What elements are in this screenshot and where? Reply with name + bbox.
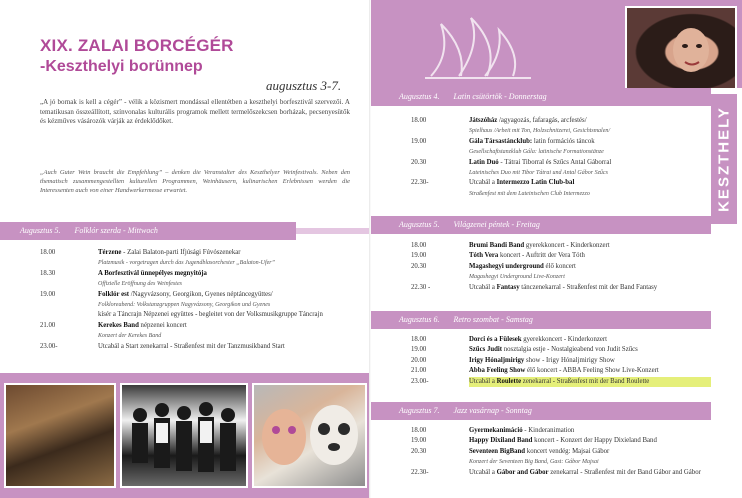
event-translation [411, 189, 711, 199]
event-time: 19.00 [411, 252, 427, 260]
event-time [40, 331, 98, 341]
event-text: Magashegyi Underground Live-Konzert [469, 274, 565, 281]
event-list-saturday [411, 335, 711, 387]
day-header-sunday [371, 402, 711, 420]
event-text: Straßenfest mit dem Lateinischen Club Intermezzo [469, 190, 590, 197]
day-date: Augusztus 6. [399, 315, 440, 324]
event-time: 18.00 [411, 117, 427, 124]
event-row [411, 335, 711, 345]
event-text: A Borfesztivál ünnepélyes megnyitója [98, 269, 207, 277]
event-text: Folklór est /Nagyvázsony, Georgikon, Gyenes néptáncegyüttes/ [98, 290, 273, 298]
event-row [411, 426, 711, 436]
event-row [40, 321, 360, 331]
event-time: 20.00 [411, 356, 427, 364]
event-row [411, 137, 711, 147]
event-time [411, 126, 469, 136]
event-time: 18.00 [411, 242, 427, 249]
event-time: 20.30 [411, 158, 427, 166]
day-header-thursday [371, 88, 711, 106]
event-text: Brumi Bandi Band gyerekkoncert - Kinderkonzert [469, 242, 610, 249]
event-text: Térzene - Zalai Balaton-parti Ifjúsági Fúvószenekar [98, 249, 241, 256]
event-text: Konzert der Kerekes Band [98, 333, 162, 340]
event-text: Abba Feeling Show élő koncert - ABBA Feeling Show Live-Konzert [469, 367, 659, 375]
event-translation [40, 331, 360, 341]
event-translation [40, 258, 360, 268]
event-row [411, 356, 711, 366]
children-faces-icon [254, 385, 365, 486]
day-header-friday [371, 216, 711, 234]
day-theme: Folklór szerda - Mittwoch [74, 226, 158, 235]
event-list-sunday [411, 426, 711, 478]
event-time: 21.00 [40, 321, 56, 329]
event-text: Utcabál a Start zenekarral - Straßenfest mit der Tanzmusikband Start [98, 342, 285, 350]
event-time [40, 258, 98, 268]
event-row [40, 269, 360, 279]
event-translation [40, 300, 360, 310]
wine-cellar-photo [4, 383, 116, 488]
event-time: 18.30 [40, 269, 56, 277]
town-label: KESZTHELY [715, 106, 733, 212]
event-time [40, 310, 98, 320]
festival-title: XIX. ZALAI BORCÉGÉR [40, 36, 234, 55]
event-row [40, 310, 360, 320]
event-row [411, 366, 711, 376]
event-row [411, 158, 711, 168]
photo-strip [0, 373, 371, 498]
event-row [411, 283, 711, 293]
intro-paragraph-hu: „A jó bornak is kell a cégér” - vélik a közismert mondással ellentétben a keszthelyi borfesztivál szervezői. A tematikusan összeállított, színvonalas kulturális programok mellett termelőszekcsen borházak, pecsenyesütők és kézműves vásározók várják az érdeklődőket. [40, 98, 350, 126]
event-row [411, 468, 711, 478]
event-text: Szűcs Judit nosztalgia estje - Nostalgieabend von Judit Szűcs [469, 346, 638, 354]
day-date: Augusztus 7. [399, 406, 440, 415]
event-row [40, 290, 360, 300]
event-time: 23.00- [40, 342, 58, 350]
event-row [411, 345, 711, 355]
festival-dates: augusztus 3-7. [266, 78, 342, 93]
event-time [411, 272, 469, 282]
band-silhouettes-icon [122, 385, 246, 486]
event-time: 22.30- [411, 468, 429, 476]
event-list-thursday [411, 116, 711, 199]
day-date: Augusztus 5. [399, 220, 440, 229]
event-row [40, 248, 360, 258]
event-row [411, 447, 711, 457]
event-time: 22.30 - [411, 283, 431, 291]
event-translation [411, 272, 711, 282]
event-row [411, 241, 711, 251]
day-header-wednesday [0, 222, 296, 240]
intro-paragraph-de: „Auch Guter Wein braucht die Empfehlung” – denken die Veranstalter des Keszthelyer Weinfestivals. Neben den thematisch zusammengestellten kulturellen Programmen, Weinhäusern, kulinarischen Erlebnissen werden die Interessenten auch von einer Handwerkermesse erwartet. [40, 169, 350, 194]
singer-portrait-photo [625, 6, 737, 90]
band-photo [120, 383, 248, 488]
event-text: Játszóház /agyagozás, fafaragás, arcfestés/ [469, 117, 587, 124]
face-paint-photo [252, 383, 367, 488]
event-text: Gesellschaftstanzklub Gála: latinische Formationstänze [469, 149, 604, 156]
event-text: Magashegyi underground élő koncert [469, 262, 576, 270]
event-list-friday [411, 241, 711, 293]
event-text: kísér a Táncrajn Népzenei együttes - begleitet von der Volksmusikgruppe Táncrajn [98, 311, 323, 319]
event-text: Seventeen BigBand koncert vendég: Majsai Gábor [469, 447, 610, 455]
event-translation [411, 457, 711, 467]
event-time: 19.00 [411, 346, 427, 354]
event-text: Latin Duó - Tátrai Tiborral és Szűcs Antal Gáborral [469, 158, 612, 166]
event-row [411, 251, 711, 261]
event-text: Happy Dixiland Band koncert - Konzert der Happy Dixieland Band [469, 437, 657, 445]
event-text: Utcabál a Roulette zenekarral - Straßenfest mit der Band Roulette [469, 377, 711, 387]
event-text: Offizielle Eröffnung des Weinfestes [98, 281, 182, 288]
event-text: Platzmusik - vorgetragen durch das Jugendblasorchester „Balaton-Ufer” [98, 260, 275, 267]
event-time [40, 300, 98, 310]
day-theme: Világzenei péntek - Freitag [453, 220, 540, 229]
event-translation [40, 279, 360, 289]
event-row [411, 178, 711, 188]
flame-ornament-icon [421, 14, 541, 84]
day-date: Augusztus 5. [20, 226, 61, 235]
event-time: 19.00 [40, 290, 56, 298]
event-text: Irigy Hónaljmirigy show - Irigy Hónaljmirigy Show [469, 356, 615, 364]
event-text: Kerekes Band népzenei koncert [98, 321, 187, 329]
event-row [40, 342, 360, 352]
event-time: 20.30 [411, 447, 427, 455]
day-theme: Retro szombat - Samstag [453, 315, 533, 324]
event-time: 18.00 [411, 336, 427, 343]
event-text: Utcabál a Gábor and Gábor zenekarral - Straßenfest mit der Band Gábor and Gábor [469, 468, 701, 476]
event-time: 22.30- [411, 179, 429, 187]
event-text: Gyermekanimáció - Kinderanimation [469, 427, 575, 434]
event-time: 20.30 [411, 262, 427, 270]
event-text: Tóth Vera koncert - Auftritt der Vera Tóth [469, 252, 585, 260]
event-text: Lateinisches Duo mit Tibor Tátrai und Antal Gábor Szűcs [469, 170, 608, 177]
event-list-wednesday [40, 248, 360, 352]
event-text: Spielhaus /Arbeit mit Ton, Holzschnitzerei, Gesichtsmalen/ [469, 128, 611, 135]
event-time [411, 457, 469, 467]
event-time: 21.00 [411, 367, 427, 375]
event-time [411, 189, 469, 199]
right-page [371, 0, 742, 498]
event-text: Folkloreabend: Volkstanzgruppen Nagyvázsony, Georgikon und Gyenes [98, 302, 271, 309]
event-text: Konzert der Seventeen Big Band, Gast: Gábor Majsai [469, 459, 599, 466]
header-band [371, 0, 742, 88]
day-date: Augusztus 4. [399, 92, 440, 101]
day-header-saturday [371, 311, 711, 329]
event-text: Dorci és a Fülesek gyerekkoncert - Kinderkonzert [469, 336, 608, 343]
decorative-stripe [296, 228, 371, 234]
event-text: Utcabál a Fantasy tánczenekarral - Straßenfest mit der Band Fantasy [469, 283, 658, 291]
festival-subtitle: -Keszthelyi borünnep [40, 58, 203, 75]
event-translation [411, 126, 711, 136]
event-row [411, 377, 711, 387]
event-row [411, 116, 711, 126]
portrait-face-icon [627, 8, 735, 88]
day-theme: Latin csütörtök - Donnerstag [453, 92, 547, 101]
event-time: 19.00 [411, 437, 427, 445]
event-time: 19.00 [411, 137, 427, 145]
event-time: 18.00 [411, 427, 427, 434]
event-time [411, 168, 469, 178]
event-time: 18.00 [40, 249, 56, 256]
event-row [411, 262, 711, 272]
event-row [411, 436, 711, 446]
event-time [40, 279, 98, 289]
event-text: Gála Társastáncklub: latin formációs táncok [469, 137, 595, 145]
event-time [411, 147, 469, 157]
event-text: Utcabál a Intermezzo Latin Club-bal [469, 179, 575, 187]
event-time: 23.00- [411, 377, 429, 385]
event-translation [411, 147, 711, 157]
day-theme: Jazz vasárnap - Sonntag [453, 406, 532, 415]
event-translation [411, 168, 711, 178]
